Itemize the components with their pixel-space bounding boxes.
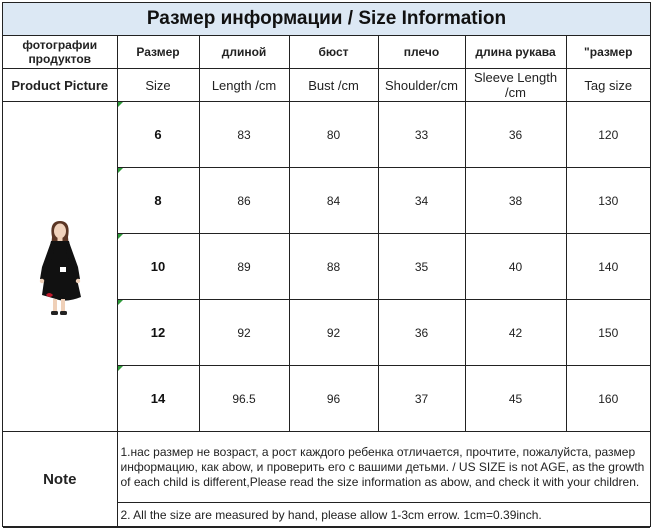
header-ru-length: длиной [199,36,289,69]
header-en-length: Length /cm [199,69,289,102]
length-cell: 96.5 [199,366,289,432]
sleeve-cell: 40 [465,234,566,300]
tag-cell: 140 [566,234,650,300]
length-cell: 86 [199,168,289,234]
bust-cell: 92 [289,300,378,366]
header-en-bust: Bust /cm [289,69,378,102]
header-en-tag: Tag size [566,69,650,102]
size-cell: 14 [117,366,199,432]
shoulder-cell: 37 [378,366,465,432]
header-ru-shoulder: плечо [378,36,465,69]
bust-cell: 80 [289,102,378,168]
bust-cell: 96 [289,366,378,432]
sleeve-cell: 45 [465,366,566,432]
note-text-2: 2. All the size are measured by hand, please allow 1-3cm errow. 1cm=0.39inch. [117,503,650,528]
tag-cell: 120 [566,102,650,168]
tag-cell: 130 [566,168,650,234]
shoulder-cell: 34 [378,168,465,234]
header-en-sleeve: Sleeve Length /cm [465,69,566,102]
shoulder-cell: 35 [378,234,465,300]
table-row [3,102,650,168]
tag-cell: 150 [566,300,650,366]
note-row [3,432,650,503]
product-photo [36,217,84,317]
header-ru-sleeve: длина рукава [465,36,566,69]
header-ru-size: Размер [117,36,199,69]
header-en-shoulder: Shoulder/cm [378,69,465,102]
tag-cell: 160 [566,366,650,432]
size-table [3,36,650,528]
size-cell: 8 [117,168,199,234]
sleeve-cell: 42 [465,300,566,366]
header-row-english [3,69,650,102]
header-ru-bust: бюст [289,36,378,69]
size-cell: 12 [117,300,199,366]
bust-cell: 84 [289,168,378,234]
product-picture-cell [3,102,117,432]
header-ru-tag: "размер [566,36,650,69]
header-en-picture: Product Picture [3,69,117,102]
length-cell: 83 [199,102,289,168]
size-chart [2,2,651,527]
note-text-1: 1.нас размер не возраст, а рост каждого ребенка отличается, прочтите, пожалуйста, размер информацию, как abow, и проверить его с вашими детьми. / US SIZE is not AGE, as the growth of each child is different,Please read the size information as abow, and check it with your children. [117,432,650,503]
sleeve-cell: 36 [465,102,566,168]
header-ru-picture: фотографии продуктов [3,36,117,69]
length-cell: 92 [199,300,289,366]
shoulder-cell: 33 [378,102,465,168]
shoulder-cell: 36 [378,300,465,366]
note-label: Note [3,432,117,528]
bust-cell: 88 [289,234,378,300]
chart-title: Размер информации / Size Information [3,3,650,36]
length-cell: 89 [199,234,289,300]
sleeve-cell: 38 [465,168,566,234]
header-en-size: Size [117,69,199,102]
header-row-russian [3,36,650,69]
size-cell: 6 [117,102,199,168]
size-cell: 10 [117,234,199,300]
